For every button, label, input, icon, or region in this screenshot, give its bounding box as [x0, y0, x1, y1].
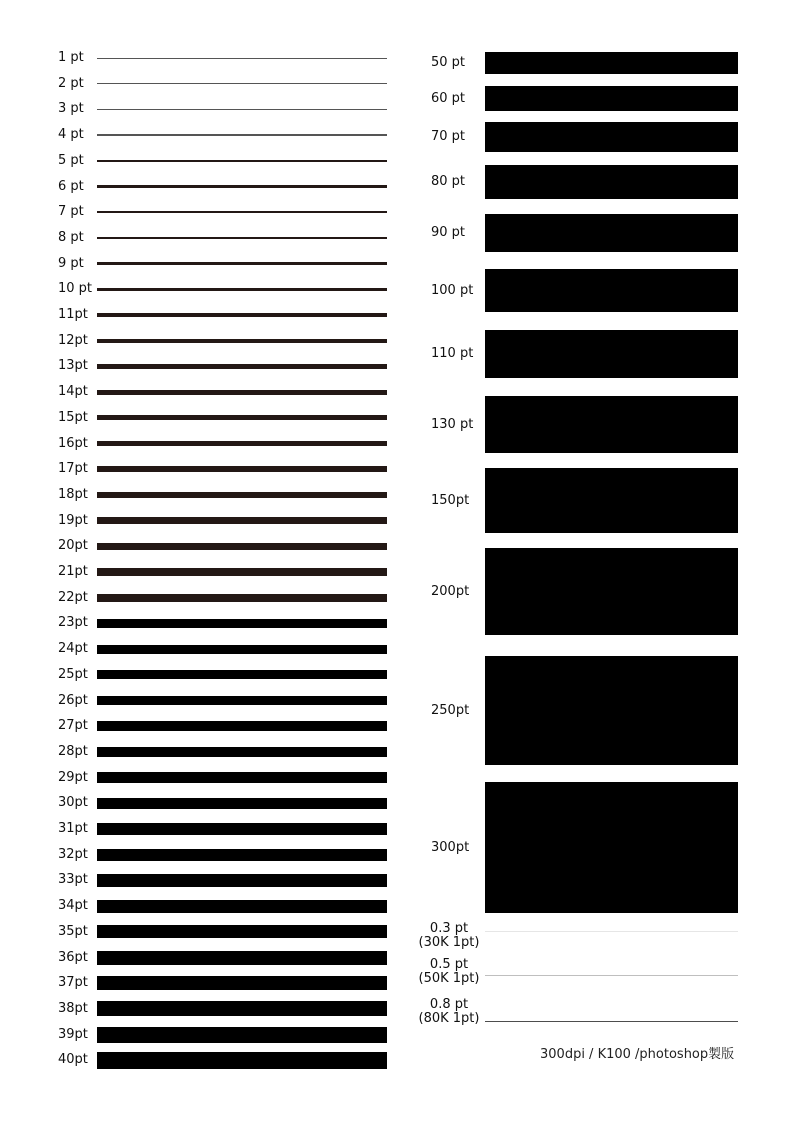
bar-weight-label: 150pt — [431, 492, 470, 508]
line-weight-label: 5 pt — [58, 152, 84, 168]
line-weight-label: 32pt — [58, 846, 88, 862]
line-weight-label: 37pt — [58, 975, 88, 991]
bar-sample — [485, 468, 738, 533]
line-sample — [97, 160, 387, 162]
bar-sample — [485, 165, 738, 199]
line-sample — [97, 543, 387, 550]
line-sample — [97, 134, 387, 136]
bar-sample — [485, 214, 738, 252]
halftone-density-label: (80K 1pt) — [418, 1011, 480, 1026]
line-sample — [97, 619, 387, 628]
bar-sample — [485, 396, 738, 453]
line-sample — [97, 492, 387, 499]
line-weight-label: 20pt — [58, 538, 88, 554]
line-weight-label: 25pt — [58, 666, 88, 682]
bar-weight-label: 250pt — [431, 702, 470, 718]
line-sample — [97, 1001, 387, 1016]
bar-weight-label: 90 pt — [431, 225, 466, 240]
footer-note: 300dpi / K100 /photoshop製版 — [540, 1047, 735, 1062]
halftone-line — [485, 931, 738, 932]
line-weight-label: 36pt — [58, 949, 88, 965]
line-sample — [97, 925, 387, 938]
line-sample — [97, 1052, 387, 1069]
line-weight-label: 26pt — [58, 692, 88, 708]
line-sample — [97, 849, 387, 861]
line-weight-label: 27pt — [58, 718, 88, 734]
line-weight-label: 40pt — [58, 1052, 88, 1068]
line-sample — [97, 721, 387, 731]
line-weight-label: 33pt — [58, 872, 88, 888]
line-sample — [97, 466, 387, 472]
line-weight-label: 7 pt — [58, 204, 84, 220]
line-weight-label: 22pt — [58, 589, 88, 605]
line-weight-label: 23pt — [58, 615, 88, 631]
line-weight-label: 1 pt — [58, 50, 84, 65]
bar-sample — [485, 122, 738, 152]
line-sample — [97, 58, 387, 59]
line-sample — [97, 517, 387, 524]
line-sample — [97, 670, 387, 679]
line-sample — [97, 645, 387, 654]
line-weight-label: 19pt — [58, 512, 88, 528]
bar-sample — [485, 782, 738, 913]
line-weight-label: 30pt — [58, 795, 88, 811]
halftone-density-label: (30K 1pt) — [418, 935, 480, 950]
line-sample — [97, 874, 387, 887]
line-sample — [97, 823, 387, 835]
halftone-weight-label: 0.5 pt — [429, 957, 469, 972]
halftone-line — [485, 1021, 738, 1022]
line-sample — [97, 1027, 387, 1043]
line-sample — [97, 262, 387, 265]
bar-weight-label: 200pt — [431, 583, 470, 599]
line-weight-label: 34pt — [58, 898, 88, 914]
line-weight-label: 24pt — [58, 641, 88, 657]
line-weight-label: 18pt — [58, 486, 88, 502]
line-weight-label: 11pt — [58, 307, 88, 322]
line-sample — [97, 339, 387, 343]
bar-sample — [485, 548, 738, 635]
line-sample — [97, 951, 387, 965]
line-weight-label: 10 pt — [58, 281, 93, 297]
bar-weight-label: 60 pt — [431, 90, 466, 106]
bar-sample — [485, 86, 738, 111]
line-weight-label: 39pt — [58, 1026, 88, 1042]
halftone-density-label: (50K 1pt) — [418, 971, 480, 986]
line-sample — [97, 83, 387, 84]
line-sample — [97, 772, 387, 783]
line-sample — [97, 594, 387, 602]
line-sample — [97, 237, 387, 240]
line-weight-label: 13pt — [58, 358, 88, 374]
halftone-weight-label: 0.8 pt — [429, 997, 469, 1012]
bar-weight-label: 50 pt — [431, 55, 466, 70]
bar-sample — [485, 656, 738, 765]
line-sample — [97, 211, 387, 214]
line-sample — [97, 390, 387, 395]
line-sample — [97, 415, 387, 420]
line-sample — [97, 747, 387, 758]
bar-weight-label: 100 pt — [431, 282, 474, 298]
line-weight-label: 15pt — [58, 409, 88, 425]
line-sample — [97, 109, 387, 110]
line-weight-label: 14pt — [58, 384, 88, 400]
bar-weight-label: 70 pt — [431, 129, 466, 144]
line-weight-label: 8 pt — [58, 229, 84, 245]
bar-weight-label: 110 pt — [431, 346, 474, 361]
line-weight-label: 16pt — [58, 435, 88, 451]
bar-sample — [485, 330, 738, 378]
line-weight-label: 6 pt — [58, 178, 84, 194]
bar-sample — [485, 52, 738, 74]
bar-weight-label: 80 pt — [431, 174, 466, 189]
line-sample — [97, 568, 387, 576]
line-weight-label: 31pt — [58, 821, 88, 836]
line-sample — [97, 288, 387, 291]
line-weight-label: 3 pt — [58, 101, 84, 117]
line-weight-label: 38pt — [58, 1000, 88, 1016]
line-sample — [97, 976, 387, 991]
line-sample — [97, 313, 387, 317]
line-sample — [97, 185, 387, 187]
line-weight-label: 2 pt — [58, 75, 84, 91]
line-weight-label: 21pt — [58, 564, 88, 579]
line-weight-label: 28pt — [58, 743, 88, 759]
line-sample — [97, 900, 387, 913]
line-weight-label: 12pt — [58, 332, 88, 348]
line-sample — [97, 696, 387, 706]
line-weight-label: 4 pt — [58, 127, 84, 143]
line-sample — [97, 364, 387, 369]
line-weight-label: 17pt — [58, 461, 88, 477]
halftone-line — [485, 975, 738, 976]
bar-weight-label: 130 pt — [431, 416, 474, 432]
bar-sample — [485, 269, 738, 312]
halftone-weight-label: 0.3 pt — [429, 921, 469, 936]
line-weight-label: 29pt — [58, 769, 88, 785]
line-weight-label: 35pt — [58, 923, 88, 939]
bar-weight-label: 300pt — [431, 839, 470, 855]
line-sample — [97, 798, 387, 809]
line-sample — [97, 441, 387, 447]
line-weight-label: 9 pt — [58, 255, 84, 271]
